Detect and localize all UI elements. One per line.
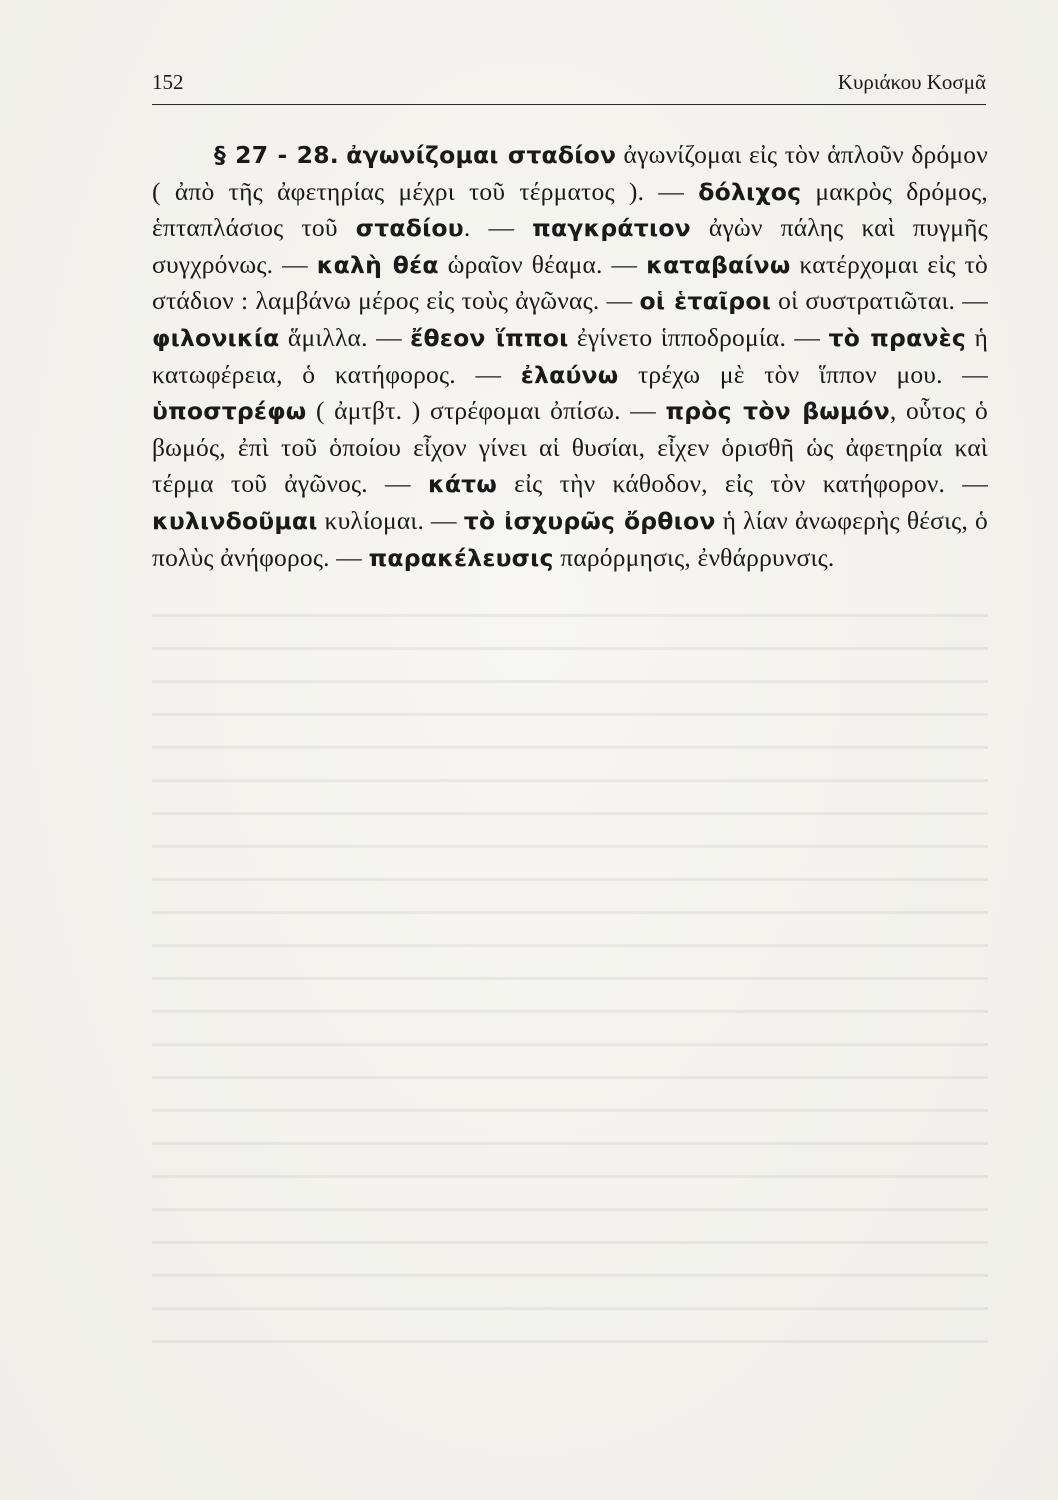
commentary-paragraph [152,137,988,576]
gloss-text: ὡραῖον θέαμα. — [438,249,647,279]
gloss-text: εἰς τὴν κάθοδον, εἰς τὸν κατήφορον. — [497,469,988,499]
section-number: § 27 - 28. [214,141,339,169]
page-header [152,70,986,105]
headword: σταδίου [355,214,464,243]
gloss-text: ἀγὼν πάλης καὶ πυγμῆς συγχρόνως. — [152,213,988,279]
running-head: Κυριάκου Κοσμᾶ [837,70,986,94]
headword: ἔθεον ἵπποι [410,323,569,352]
gloss-text: . — [463,213,533,243]
headword: παρακέλευσις [368,543,554,572]
headword: ἐλαύνω [520,360,619,389]
headword: τὸ ἰσχυρῶς ὄρθιον [463,506,716,535]
headword: ὑποστρέφω [152,397,307,426]
headword: οἱ ἑταῖροι [639,287,772,316]
gloss-text: ἀγωνίζομαι εἰς τὸν ἁπλοῦν δρόμον ( ἀπὸ τῆς ἀφετηρίας μέχρι τοῦ τέρματος ). — [152,140,988,206]
page-number: 152 [152,70,184,94]
headword: δόλιχος [698,177,802,206]
gloss-text: παρόρμησις, ἐνθάρρυνσις. [553,542,835,572]
headword: παγκράτιον [532,214,691,243]
gloss-text: , οὗτος ὁ βωμός, ἐπὶ τοῦ ὁποίου εἶχον γίνει αἱ θυσίαι, εἶχεν ὁρισθῆ ὡς ἀφετηρία καὶ τέρμα τοῦ ἀγῶνος. — [152,396,988,499]
gloss-text: τρέχω μὲ τὸν ἵππον μου. — [618,359,988,389]
headword: ἀγωνίζομαι σταδίον [346,141,617,169]
headword: κυλινδοῦμαι [152,506,318,535]
headword: φιλονικία [152,323,280,352]
headword: πρὸς τὸν βωμόν [665,397,890,426]
headword: καταβαίνω [646,250,791,279]
gloss-text: ( ἀμτβτ. ) στρέφομαι ὀπίσω. — [306,396,666,426]
gloss-text: μακρὸς δρόμος, ἑπταπλάσιος τοῦ [152,176,988,243]
gloss-text: ἡ κατωφέρεια, ὁ κατήφορος. — [152,322,988,389]
gloss-text: ἐγίνετο ἱπποδρομία. — [568,322,829,352]
gloss-text: οἱ συστρατιῶται. — [771,286,988,316]
headword: καλὴ θέα [316,250,439,279]
gloss-text: κυλίομαι. — [317,505,464,535]
bleed-through-texture [152,600,988,1360]
gloss-text: ἡ λίαν ἀνωφερὴς θέσις, ὁ πολὺς ἀνήφορος. — [152,505,988,572]
gloss-text: ἅμιλλα. — [279,322,411,352]
headword: τὸ πρανὲς [828,323,967,352]
headword: κάτω [427,470,497,499]
gloss-text: κατέρχομαι εἰς τὸ στάδιον : λαμβάνω μέρος εἰς τοὺς ἀγῶνας. — [152,249,988,316]
